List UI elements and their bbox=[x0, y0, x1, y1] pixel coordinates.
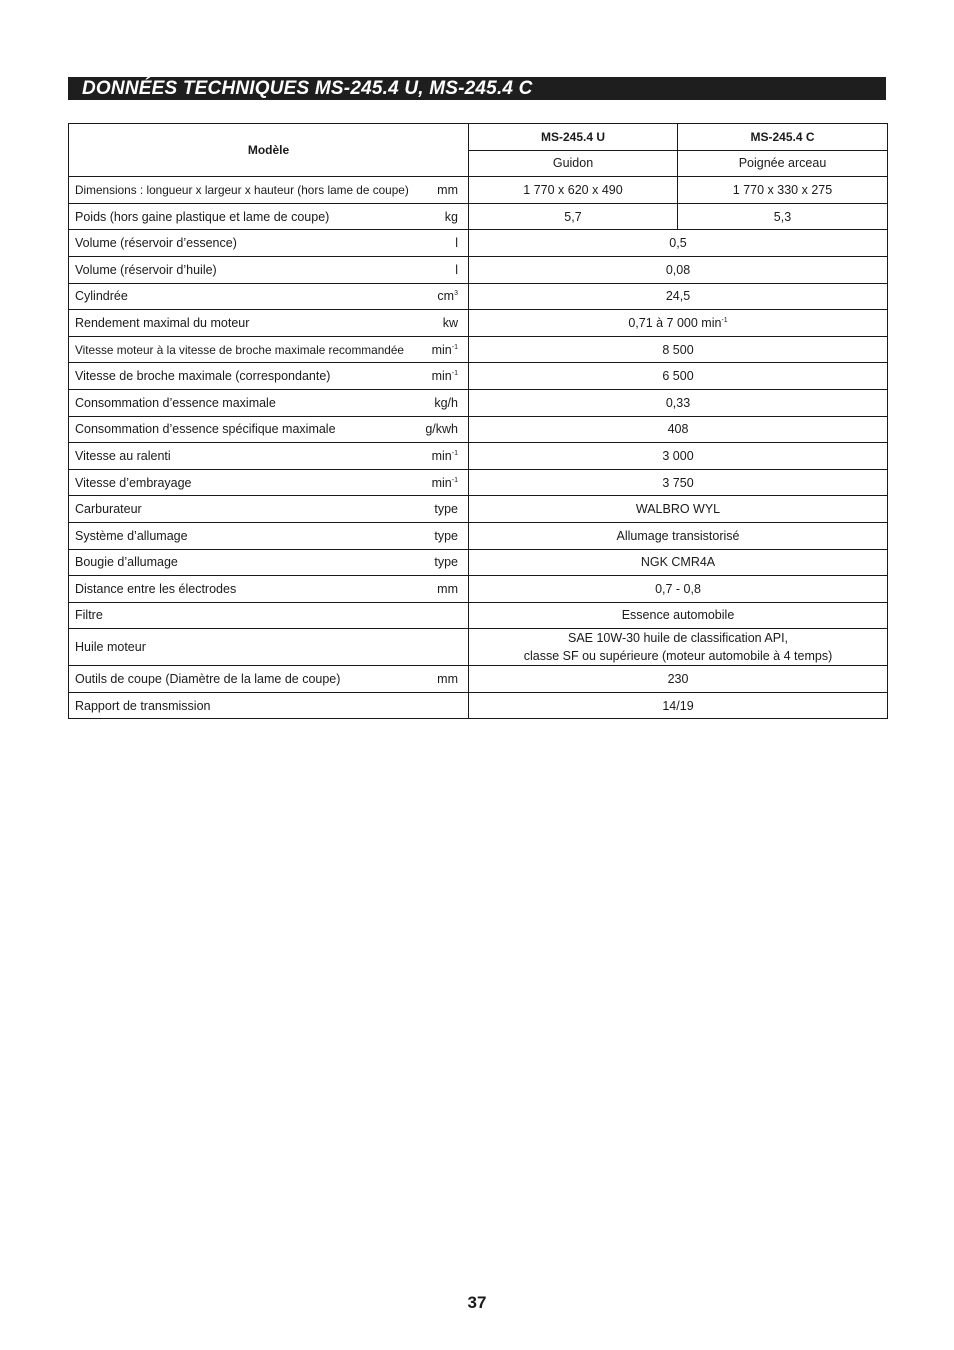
row-label-cell bbox=[69, 496, 469, 523]
row-unit-wrap bbox=[437, 289, 458, 303]
table-row bbox=[69, 416, 888, 443]
row-label: Rapport de transmission bbox=[75, 698, 211, 713]
table-row bbox=[69, 310, 888, 337]
value-cell bbox=[469, 310, 888, 337]
row-unit-wrap bbox=[432, 476, 458, 490]
row-unit: min bbox=[431, 369, 452, 384]
row-unit: min bbox=[431, 475, 452, 490]
row-unit: mm bbox=[437, 182, 458, 197]
model-u-header: MS-245.4 U bbox=[469, 124, 678, 151]
section-title: DONNÉES TECHNIQUES MS-245.4 U, MS-245.4 C bbox=[68, 77, 886, 100]
handle-u-cell: Guidon bbox=[469, 150, 678, 177]
spec-table bbox=[68, 123, 888, 719]
row-unit: mm bbox=[437, 672, 458, 687]
row-label: Distance entre les électrodes bbox=[75, 581, 237, 596]
row-unit: kw bbox=[442, 315, 458, 330]
row-unit: kg/h bbox=[434, 395, 458, 410]
row-label-cell bbox=[69, 602, 469, 629]
value-cell: Allumage transistorisé bbox=[469, 522, 888, 549]
table-row bbox=[69, 443, 888, 470]
row-label-cell bbox=[69, 469, 469, 496]
row-label-cell bbox=[69, 203, 469, 230]
value-cell bbox=[469, 629, 888, 666]
table-row bbox=[69, 576, 888, 603]
row-label: Bougie d’allumage bbox=[75, 555, 178, 570]
row-label: Consommation d’essence maximale bbox=[75, 395, 276, 410]
value-cell: 6 500 bbox=[469, 363, 888, 390]
value-cell: 14/19 bbox=[469, 692, 888, 719]
value-cell: 0,5 bbox=[469, 230, 888, 257]
row-label: Vitesse moteur à la vitesse de broche maximale recommandée bbox=[75, 342, 404, 357]
table-row bbox=[69, 177, 888, 204]
row-unit: type bbox=[434, 528, 458, 543]
table-row bbox=[69, 256, 888, 283]
row-label: Système d’allumage bbox=[75, 528, 188, 543]
value-cell: 230 bbox=[469, 666, 888, 693]
table-row bbox=[69, 522, 888, 549]
value-cell: 3 000 bbox=[469, 443, 888, 470]
value-exponent: -1 bbox=[721, 316, 728, 324]
row-label-cell bbox=[69, 443, 469, 470]
table-row bbox=[69, 389, 888, 416]
value-cell: 408 bbox=[469, 416, 888, 443]
row-label: Volume (réservoir d’essence) bbox=[75, 236, 237, 251]
value-line-1: SAE 10W-30 huile de classification API, bbox=[567, 631, 789, 646]
value-cell: 3 750 bbox=[469, 469, 888, 496]
value-u-cell: 1 770 x 620 x 490 bbox=[469, 177, 678, 204]
row-label: Rendement maximal du moteur bbox=[75, 315, 250, 330]
row-label: Carburateur bbox=[75, 502, 142, 517]
row-label-cell bbox=[69, 256, 469, 283]
value-cell: 0,33 bbox=[469, 389, 888, 416]
row-unit-exponent: -1 bbox=[451, 343, 458, 351]
table-row bbox=[69, 602, 888, 629]
value-cell: 0,08 bbox=[469, 256, 888, 283]
value-c-cell: 1 770 x 330 x 275 bbox=[678, 177, 888, 204]
value-cell: 8 500 bbox=[469, 336, 888, 363]
row-unit: kg bbox=[444, 209, 458, 224]
row-label: Huile moteur bbox=[75, 640, 146, 655]
row-label: Consommation d’essence spécifique maximale bbox=[75, 422, 336, 437]
value-u-cell: 5,7 bbox=[469, 203, 678, 230]
row-label: Poids (hors gaine plastique et lame de coupe) bbox=[75, 209, 330, 224]
row-unit-wrap bbox=[432, 449, 458, 463]
row-unit-exponent: -1 bbox=[451, 476, 458, 484]
row-unit-wrap bbox=[432, 369, 458, 383]
row-label-cell bbox=[69, 549, 469, 576]
table-row bbox=[69, 363, 888, 390]
row-unit: g/kwh bbox=[425, 422, 458, 437]
row-label: Vitesse de broche maximale (correspondante) bbox=[75, 369, 331, 384]
table-row bbox=[69, 666, 888, 693]
value-line-2: classe SF ou supérieure (moteur automobile à 4 temps) bbox=[523, 649, 833, 664]
row-unit: type bbox=[434, 555, 458, 570]
row-label: Volume (réservoir d’huile) bbox=[75, 262, 217, 277]
table-row bbox=[69, 496, 888, 523]
row-unit: min bbox=[431, 342, 452, 357]
row-label-cell bbox=[69, 576, 469, 603]
row-label: Vitesse au ralenti bbox=[75, 448, 171, 463]
row-unit: min bbox=[431, 448, 452, 463]
table-row bbox=[69, 203, 888, 230]
row-label-cell bbox=[69, 230, 469, 257]
value-cell: NGK CMR4A bbox=[469, 549, 888, 576]
row-label-cell bbox=[69, 310, 469, 337]
row-unit: l bbox=[455, 262, 458, 277]
handle-c-cell: Poignée arceau bbox=[678, 150, 888, 177]
row-label: Cylindrée bbox=[75, 289, 128, 304]
row-label-cell bbox=[69, 692, 469, 719]
row-label-cell bbox=[69, 389, 469, 416]
value-text: 0,71 à 7 000 min bbox=[628, 315, 722, 330]
row-label-cell bbox=[69, 336, 469, 363]
value-cell: 0,7 - 0,8 bbox=[469, 576, 888, 603]
row-label: Outils de coupe (Diamètre de la lame de coupe) bbox=[75, 672, 341, 687]
row-label-cell bbox=[69, 177, 469, 204]
row-unit-wrap bbox=[432, 343, 458, 357]
value-c-cell: 5,3 bbox=[678, 203, 888, 230]
row-label-cell bbox=[69, 363, 469, 390]
row-unit-exponent: -1 bbox=[451, 449, 458, 457]
table-row bbox=[69, 336, 888, 363]
table-row bbox=[69, 283, 888, 310]
page-number: 37 bbox=[467, 1293, 487, 1312]
row-label: Dimensions : longueur x largeur x hauteur (hors lame de coupe) bbox=[75, 182, 409, 197]
row-unit: mm bbox=[437, 581, 458, 596]
row-label-cell bbox=[69, 666, 469, 693]
row-label-cell bbox=[69, 522, 469, 549]
value-cell: Essence automobile bbox=[469, 602, 888, 629]
row-unit: type bbox=[434, 502, 458, 517]
row-label: Filtre bbox=[75, 608, 103, 623]
row-label-cell bbox=[69, 629, 469, 666]
table-row bbox=[69, 469, 888, 496]
table-row bbox=[69, 549, 888, 576]
value-cell: 24,5 bbox=[469, 283, 888, 310]
table-row bbox=[69, 692, 888, 719]
model-header-cell: Modèle bbox=[69, 124, 469, 177]
row-unit-exponent: -1 bbox=[451, 369, 458, 377]
row-unit-exponent: 3 bbox=[454, 290, 458, 298]
model-c-header: MS-245.4 C bbox=[678, 124, 888, 151]
table-row bbox=[69, 230, 888, 257]
row-unit: cm bbox=[437, 289, 455, 304]
value-cell: WALBRO WYL bbox=[469, 496, 888, 523]
row-label: Vitesse d’embrayage bbox=[75, 475, 192, 490]
row-label-cell bbox=[69, 283, 469, 310]
table-row bbox=[69, 629, 888, 666]
row-unit: l bbox=[455, 236, 458, 251]
row-label-cell bbox=[69, 416, 469, 443]
table-header-row bbox=[69, 124, 888, 151]
